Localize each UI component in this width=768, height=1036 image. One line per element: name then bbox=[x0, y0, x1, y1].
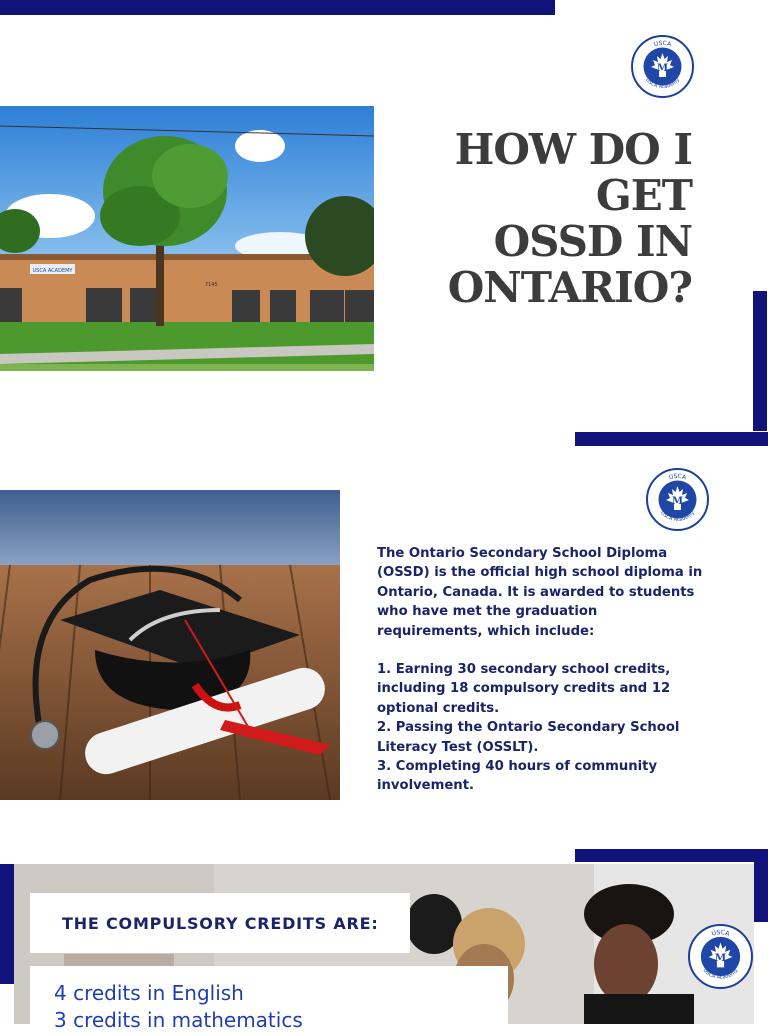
title-line-3: ONTARIO? bbox=[447, 263, 692, 312]
requirement-item-3: 3. Completing 40 hours of community involvement. bbox=[377, 759, 658, 794]
title-line-1: HOW DO I GET bbox=[454, 125, 692, 220]
usca-logo-top bbox=[631, 35, 694, 98]
logo-bottom-text: USCA Academy bbox=[659, 510, 696, 524]
requirement-item-1: 1. Earning 30 secondary school credits, including 18 compulsory credits and 12 optional credits. bbox=[377, 662, 671, 716]
mid-accent-bar bbox=[575, 849, 768, 862]
right-accent-bar-bottom bbox=[754, 862, 768, 922]
logo-bottom-text: USCA Academy bbox=[644, 77, 681, 91]
svg-text:USCA bbox=[668, 473, 688, 482]
intro-paragraph: The Ontario Secondary School Diploma (OSSD) is the official high school diploma in Ontario, Canada. It is awarded to students who have met the graduation requirements, which include: bbox=[377, 546, 703, 639]
logo-bottom-text: USCA Academy bbox=[701, 967, 740, 981]
compulsory-credits-list bbox=[30, 966, 508, 1036]
logo-top-text: USCA bbox=[653, 39, 672, 49]
graduation-cap-photo bbox=[0, 490, 340, 800]
list-item: 4 credits in English bbox=[54, 981, 244, 1005]
usca-logo-middle bbox=[646, 468, 709, 531]
right-accent-bar-vertical bbox=[753, 291, 767, 431]
logo-top-text: USCA bbox=[710, 929, 731, 938]
school-building-photo bbox=[0, 106, 374, 371]
photo-sign: USCA ACADEMY bbox=[32, 268, 73, 274]
logo-letter: M bbox=[656, 63, 669, 74]
right-accent-bar-horizontal bbox=[575, 432, 768, 446]
usca-logo-bottom bbox=[688, 924, 753, 989]
left-accent-bar-bottom bbox=[0, 864, 14, 984]
photo-number: 7145 bbox=[205, 282, 218, 288]
logo-letter: M bbox=[671, 496, 684, 507]
svg-text:USCA bbox=[653, 40, 673, 49]
ossd-description bbox=[377, 544, 707, 796]
title-line-2: OSSD IN bbox=[493, 217, 692, 266]
compulsory-credits-heading: THE COMPULSORY CREDITS ARE: bbox=[30, 893, 410, 953]
top-accent-bar bbox=[0, 0, 555, 15]
page-title bbox=[362, 127, 692, 311]
logo-top-text: USCA bbox=[668, 472, 687, 482]
list-item: 3 credits in mathematics bbox=[54, 1008, 303, 1032]
requirement-item-2: 2. Passing the Ontario Secondary School Literacy Test (OSSLT). bbox=[377, 720, 680, 755]
svg-text:USCA bbox=[711, 929, 731, 938]
logo-letter: M bbox=[714, 952, 727, 965]
